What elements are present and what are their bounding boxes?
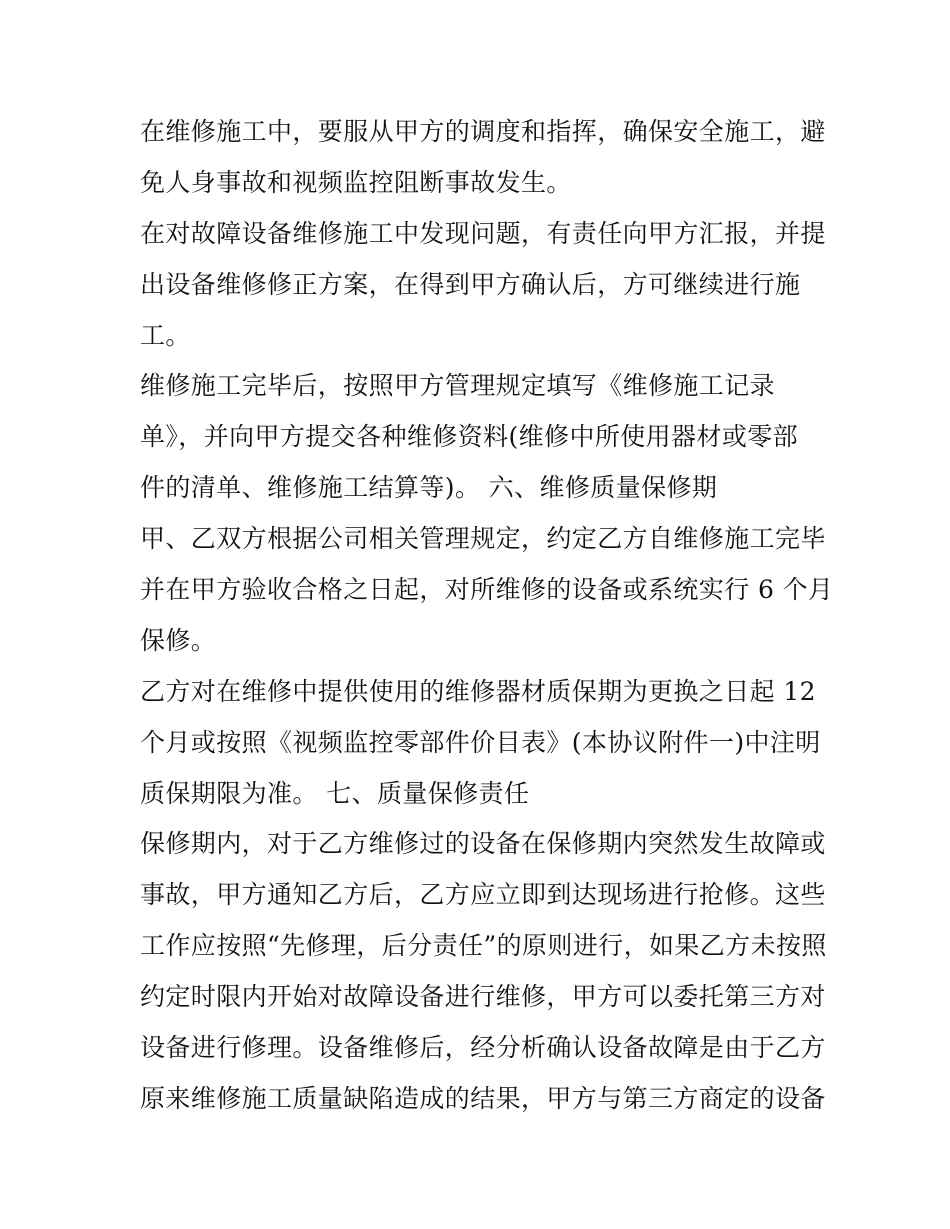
text-line: 出设备维修修正方案，在得到甲方确认后，方可继续进行施 (140, 269, 801, 299)
text-line: 乙方对在维修中提供使用的维修器材质保期为更换之日起 12 (140, 676, 816, 706)
text-line: 保修。 (140, 625, 217, 655)
text-line: 约定时限内开始对故障设备进行维修，甲方可以委托第三方对 (140, 982, 826, 1012)
text-line: 并在甲方验收合格之日起，对所维修的设备或系统实行 6 个月 (140, 575, 834, 605)
text-line: 工。 (140, 320, 191, 350)
text-line: 维修施工完毕后，按照甲方管理规定填写《维修施工记录 (140, 371, 776, 401)
text-line: 免人身事故和视频监控阻断事故发生。 (140, 167, 572, 197)
text-line: 单》，并向甲方提交各种维修资料(维修中所使用器材或零部 (140, 422, 799, 452)
text-line: 设备进行修理。设备维修后，经分析确认设备故障是由于乙方 (140, 1033, 826, 1063)
text-line: 个月或按照《视频监控零部件价目表》(本协议附件一)中注明 (140, 727, 821, 757)
text-line: 在对故障设备维修施工中发现问题，有责任向甲方汇报，并提 (140, 218, 826, 248)
text-line: 甲、乙双方根据公司相关管理规定，约定乙方自维修施工完毕 (140, 524, 826, 554)
text-line: 事故，甲方通知乙方后，乙方应立即到达现场进行抢修。这些 (140, 880, 826, 910)
text-line: 质保期限为准。 七、质量保修责任 (140, 778, 530, 808)
text-line: 工作应按照“先修理，后分责任”的原则进行，如果乙方未按照 (140, 931, 827, 961)
text-line: 原来维修施工质量缺陷造成的结果，甲方与第三方商定的设备 (140, 1083, 826, 1113)
text-line: 件的清单、维修施工结算等)。 六、维修质量保修期 (140, 473, 718, 503)
document-body (140, 107, 834, 1125)
text-line: 在维修施工中，要服从甲方的调度和指挥，确保安全施工，避 (140, 117, 826, 146)
text-line: 保修期内，对于乙方维修过的设备在保修期内突然发生故障或 (140, 829, 826, 859)
